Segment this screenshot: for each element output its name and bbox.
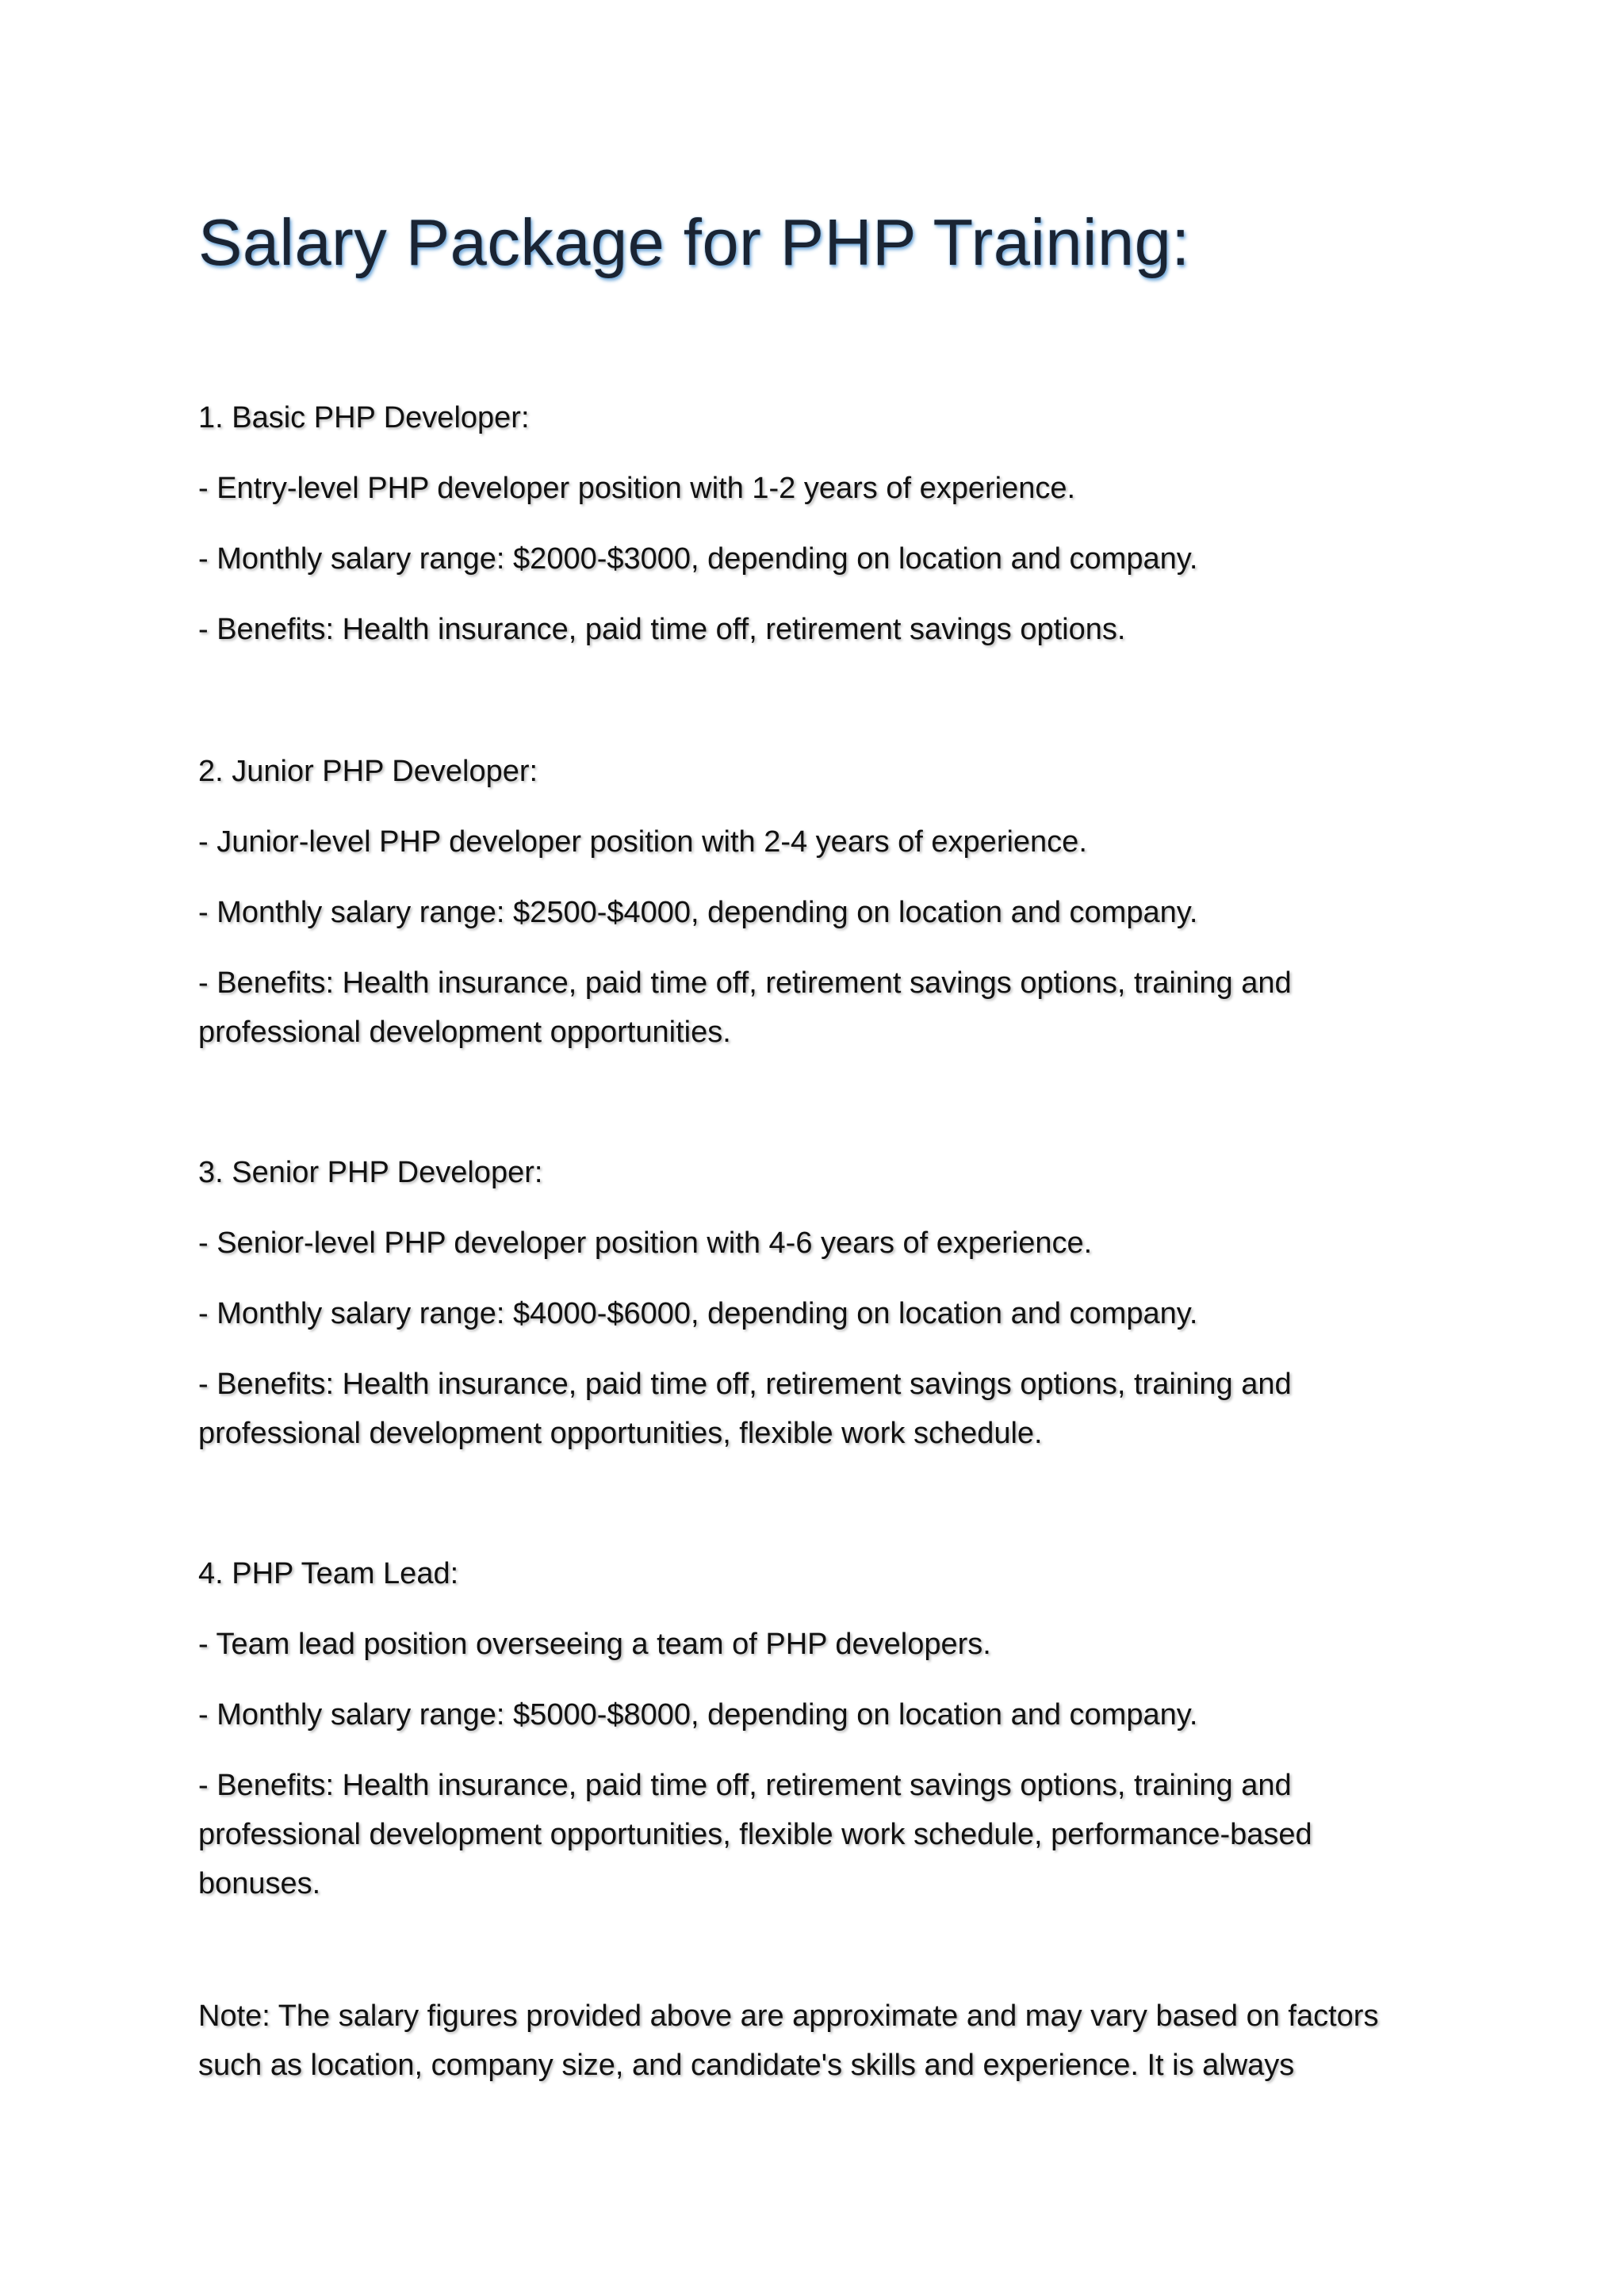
list-item: - Monthly salary range: $4000-$6000, depending on location and company. [198,1297,1198,1330]
list-item: - Monthly salary range: $2000-$3000, depending on location and company. [198,542,1198,576]
section-heading: 4. PHP Team Lead: [198,1557,459,1590]
list-item: - Team lead position overseeing a team of PHP developers. [198,1628,991,1661]
salary-note: Note: The salary figures provided above are approximate and may vary based on factors such as location, company size, and candidate's skills and experience. It is always [198,1999,1379,2082]
list-item: - Monthly salary range: $2500-$4000, depending on location and company. [198,896,1198,929]
list-item: - Benefits: Health insurance, paid time off, retirement savings options, training and professional development opportunities, flexible work schedule. [198,1368,1292,1450]
section-heading: 2. Junior PHP Developer: [198,755,538,788]
section-php-team-lead [198,1549,1435,1908]
section-basic-php-developer [198,393,1435,654]
list-item: - Benefits: Health insurance, paid time off, retirement savings options, training and professional development opportunities. [198,966,1292,1049]
list-item: - Entry-level PHP developer position with 1-2 years of experience. [198,472,1076,505]
list-item: - Junior-level PHP developer position with 2-4 years of experience. [198,825,1087,859]
list-item: - Benefits: Health insurance, paid time off, retirement savings options, training and professional development opportunities, flexible work schedule, performance-based bonuses. [198,1769,1312,1900]
section-heading: 3. Senior PHP Developer: [198,1156,543,1189]
section-senior-php-developer [198,1148,1435,1458]
section-heading: 1. Basic PHP Developer: [198,401,530,434]
section-junior-php-developer [198,747,1435,1057]
list-item: - Monthly salary range: $5000-$8000, depending on location and company. [198,1698,1198,1732]
list-item: - Benefits: Health insurance, paid time off, retirement savings options. [198,613,1126,646]
page-title: Salary Package for PHP Training: [198,205,1190,279]
list-item: - Senior-level PHP developer position with 4-6 years of experience. [198,1226,1093,1260]
